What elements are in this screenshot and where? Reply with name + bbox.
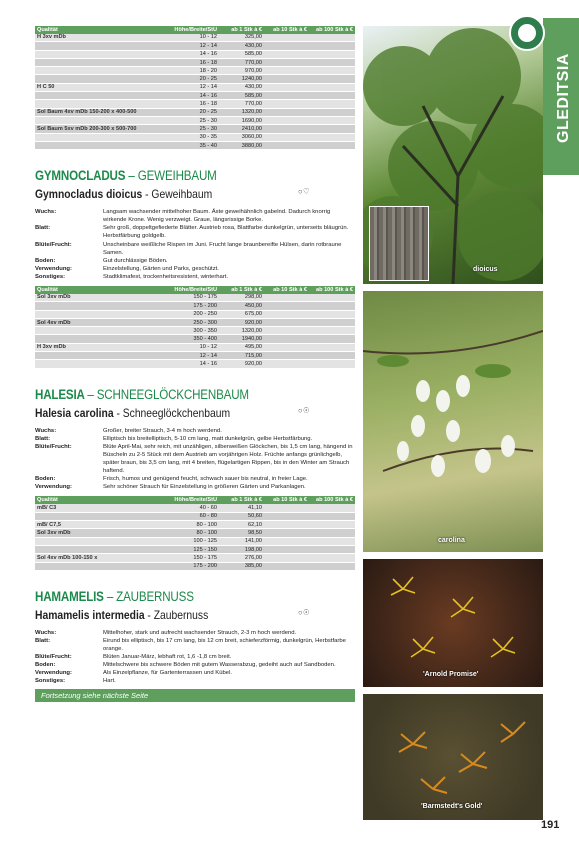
- description-text: Blüten Januar-März, lebhaft rot, 1,6 -1,8 cm breit.: [103, 654, 232, 661]
- description-row: [35, 669, 355, 677]
- table-row: [35, 294, 355, 302]
- table-row: [35, 352, 355, 360]
- empty-price-cell: [309, 302, 355, 310]
- price-cell: 3060,00: [219, 133, 264, 141]
- empty-price-cell: [309, 352, 355, 360]
- empty-price-cell: [309, 562, 355, 570]
- description-label: Sonstiges:: [35, 273, 66, 280]
- description-label: Blüte/Frucht:: [35, 654, 72, 661]
- price-cell: 141,00: [219, 537, 264, 545]
- empty-price-cell: [309, 529, 355, 537]
- price-cell: 1690,00: [219, 116, 264, 124]
- table-row: [35, 360, 355, 368]
- photo-caption: dioicus: [473, 266, 498, 273]
- quality-cell: Sol Baum 5xv mDb 200-300 x 500-700: [35, 125, 165, 133]
- col-header: ab 100 Stk à €: [309, 26, 355, 34]
- description-text: Blüte April-Mai, sehr reich, mit unzähligen, silberweißen Glöckchen, bis 1,5 cm lang, hängend in Büscheln zu 2-5 Stück mit dem Austrieb am vorjährigen Holz. Früchte anfangs grünlichgelb, später braun, bis 3,5 cm lang, mit 4 breiten, flügelartigen Rippen, bis in den Winter am Strauch haftend.: [103, 443, 353, 475]
- table-row: [35, 343, 355, 351]
- col-header: Qualität: [35, 26, 165, 34]
- size-cell: 10 - 12: [165, 343, 219, 351]
- description-label: Verwendung:: [35, 670, 72, 677]
- empty-price-cell: [264, 34, 309, 42]
- property-icons: ○☉: [298, 607, 311, 617]
- description-text: Frisch, humos und genügend feucht, schwach sauer bis neutral, in freier Lage.: [103, 476, 308, 483]
- table-row: [35, 83, 355, 91]
- table-row: [35, 512, 355, 520]
- description-label: Verwendung:: [35, 484, 72, 491]
- quality-cell: [35, 100, 165, 108]
- quality-cell: [35, 67, 165, 75]
- photo-caption: 'Arnold Promise': [423, 671, 479, 678]
- quality-cell: [35, 58, 165, 66]
- size-cell: 30 - 35: [165, 133, 219, 141]
- empty-price-cell: [264, 50, 309, 58]
- col-header: ab 100 Stk à €: [309, 496, 355, 504]
- price-table-halesia: [35, 496, 355, 570]
- empty-price-cell: [264, 504, 309, 512]
- species-heading: Gymnocladus dioicus - Geweihbaum ○♡: [35, 187, 311, 202]
- hamamelis-arnold-promise-photo: [363, 559, 543, 687]
- empty-price-cell: [264, 537, 309, 545]
- description-label: Boden:: [35, 662, 56, 669]
- description-row: [35, 427, 355, 435]
- price-cell: 62,10: [219, 521, 264, 529]
- quality-cell: [35, 133, 165, 141]
- size-cell: 125 - 150: [165, 545, 219, 553]
- description-row: [35, 443, 355, 475]
- size-cell: 10 - 12: [165, 34, 219, 42]
- price-cell: 298,00: [219, 294, 264, 302]
- description-text: Elliptisch bis breitelliptisch, 5-10 cm lang, matt dunkelgrün, gelbe Herbstfärbung.: [103, 435, 313, 442]
- price-cell: 585,00: [219, 92, 264, 100]
- quality-cell: H C 50: [35, 83, 165, 91]
- size-cell: 18 - 20: [165, 67, 219, 75]
- quality-cell: [35, 75, 165, 83]
- size-cell: 100 - 125: [165, 537, 219, 545]
- empty-price-cell: [309, 116, 355, 124]
- description-label: Wuchs:: [35, 209, 57, 216]
- table-row: [35, 318, 355, 326]
- quality-cell: [35, 42, 165, 50]
- size-cell: 14 - 16: [165, 360, 219, 368]
- gymnocladus-tree-photo: [363, 26, 543, 284]
- price-cell: 276,00: [219, 554, 264, 562]
- col-header: Höhe/Breite/StU: [165, 26, 219, 34]
- col-header: ab 10 Stk à €: [264, 496, 309, 504]
- table-row: [35, 327, 355, 335]
- description-label: Sonstiges:: [35, 678, 66, 685]
- empty-price-cell: [309, 108, 355, 116]
- empty-price-cell: [309, 125, 355, 133]
- empty-price-cell: [264, 125, 309, 133]
- description-row: [35, 273, 355, 281]
- empty-price-cell: [309, 360, 355, 368]
- empty-price-cell: [264, 92, 309, 100]
- empty-price-cell: [309, 343, 355, 351]
- description-text: Mittelschwere bis schwere Böden mit gutem Wasserabzug, gedeiht auch auf Sandboden.: [103, 662, 336, 669]
- price-cell: 770,00: [219, 58, 264, 66]
- col-header: Qualität: [35, 496, 165, 504]
- table-row: [35, 545, 355, 553]
- empty-price-cell: [264, 545, 309, 553]
- empty-price-cell: [309, 141, 355, 149]
- description: [35, 629, 355, 686]
- description-row: [35, 265, 355, 273]
- price-cell: 430,00: [219, 83, 264, 91]
- price-cell: 920,00: [219, 360, 264, 368]
- table-row: [35, 335, 355, 343]
- quality-cell: [35, 545, 165, 553]
- price-cell: 770,00: [219, 100, 264, 108]
- description-label: Boden:: [35, 257, 56, 264]
- price-cell: 1240,00: [219, 75, 264, 83]
- table-row: [35, 108, 355, 116]
- description-text: Gut durchlässige Böden.: [103, 257, 168, 264]
- table-header-row: [35, 26, 355, 34]
- description-row: [35, 637, 355, 653]
- description-row: [35, 661, 355, 669]
- description-label: Blatt:: [35, 637, 51, 644]
- table-row: [35, 92, 355, 100]
- description-row: [35, 677, 355, 685]
- description: [35, 427, 355, 492]
- empty-price-cell: [264, 116, 309, 124]
- tree-logo-badge: [509, 15, 545, 51]
- empty-price-cell: [309, 545, 355, 553]
- genus-heading: GYMNOCLADUS – GEWEIHBAUM: [35, 168, 217, 184]
- empty-price-cell: [309, 100, 355, 108]
- side-tab-label: GLEDITSIA: [555, 53, 572, 143]
- empty-price-cell: [264, 529, 309, 537]
- price-table-gymnocladus: [35, 286, 355, 369]
- empty-price-cell: [264, 360, 309, 368]
- table-row: [35, 133, 355, 141]
- description-label: Verwendung:: [35, 265, 72, 272]
- size-cell: 150 - 175: [165, 554, 219, 562]
- empty-price-cell: [309, 34, 355, 42]
- empty-price-cell: [264, 310, 309, 318]
- continue-banner: Fortsetzung siehe nächste Seite: [35, 689, 355, 702]
- quality-cell: [35, 141, 165, 149]
- description-label: Blüte/Frucht:: [35, 241, 72, 248]
- quality-cell: [35, 302, 165, 310]
- quality-cell: [35, 116, 165, 124]
- empty-price-cell: [264, 343, 309, 351]
- empty-price-cell: [264, 554, 309, 562]
- quality-cell: [35, 562, 165, 570]
- bark-inset-photo: [369, 206, 429, 281]
- table-row: [35, 562, 355, 570]
- size-cell: 14 - 16: [165, 50, 219, 58]
- size-cell: 40 - 60: [165, 504, 219, 512]
- description-text: Einzelstellung, Gärten und Parks, geschützt.: [103, 265, 219, 272]
- price-cell: 675,00: [219, 310, 264, 318]
- size-cell: 250 - 300: [165, 318, 219, 326]
- description-text: Großer, breiter Strauch, 3-4 m hoch werdend.: [103, 427, 222, 434]
- size-cell: 300 - 350: [165, 327, 219, 335]
- quality-cell: mB/ C7,5: [35, 521, 165, 529]
- quality-cell: [35, 327, 165, 335]
- empty-price-cell: [264, 512, 309, 520]
- empty-price-cell: [264, 67, 309, 75]
- price-cell: 41,10: [219, 504, 264, 512]
- genus-heading: HALESIA – SCHNEEGLÖCKCHENBAUM: [35, 386, 249, 402]
- price-cell: 98,50: [219, 529, 264, 537]
- price-cell: 585,00: [219, 50, 264, 58]
- size-cell: 12 - 14: [165, 83, 219, 91]
- table-row: [35, 116, 355, 124]
- empty-price-cell: [264, 83, 309, 91]
- description-text: Mittelhoher, stark und aufrecht wachsender Strauch, 2-3 m hoch werdend.: [103, 629, 297, 636]
- empty-price-cell: [264, 562, 309, 570]
- quality-cell: Sol 3xv mDb: [35, 529, 165, 537]
- empty-price-cell: [264, 58, 309, 66]
- description-row: [35, 224, 355, 240]
- table-row: [35, 34, 355, 42]
- genus-heading: HAMAMELIS – ZAUBERNUSS: [35, 588, 194, 604]
- table-row: [35, 42, 355, 50]
- description-label: Blatt:: [35, 435, 51, 442]
- size-cell: 25 - 30: [165, 116, 219, 124]
- price-cell: 1940,00: [219, 335, 264, 343]
- quality-cell: [35, 360, 165, 368]
- price-cell: 1320,00: [219, 327, 264, 335]
- quality-cell: H 3xv mDb: [35, 343, 165, 351]
- quality-cell: Sol 3xv mDb: [35, 294, 165, 302]
- description-row: [35, 208, 355, 224]
- price-cell: 495,00: [219, 343, 264, 351]
- col-header: Höhe/Breite/StU: [165, 286, 219, 294]
- page-number: 191: [541, 819, 560, 831]
- table-row: [35, 50, 355, 58]
- size-cell: 16 - 18: [165, 58, 219, 66]
- empty-price-cell: [309, 67, 355, 75]
- table-row: [35, 537, 355, 545]
- empty-price-cell: [309, 335, 355, 343]
- description-row: [35, 653, 355, 661]
- size-cell: 16 - 18: [165, 100, 219, 108]
- price-cell: 2410,00: [219, 125, 264, 133]
- col-header: ab 10 Stk à €: [264, 286, 309, 294]
- table-row: [35, 302, 355, 310]
- species-heading: Halesia carolina - Schneeglöckchenbaum ○☉: [35, 405, 311, 420]
- table-row: [35, 67, 355, 75]
- property-icons: ○☉: [298, 405, 311, 415]
- size-cell: 12 - 14: [165, 42, 219, 50]
- description-row: [35, 483, 355, 491]
- description-text: Als Einzelpflanze, für Gartenterrassen und Kübel.: [103, 670, 233, 677]
- description-label: Blüte/Frucht:: [35, 443, 72, 450]
- property-icons: ○♡: [298, 187, 311, 197]
- price-cell: 1320,00: [219, 108, 264, 116]
- table-row: [35, 125, 355, 133]
- empty-price-cell: [309, 504, 355, 512]
- price-cell: 970,00: [219, 67, 264, 75]
- price-cell: 3880,00: [219, 141, 264, 149]
- description-label: Wuchs:: [35, 629, 57, 636]
- price-cell: 430,00: [219, 42, 264, 50]
- price-cell: 198,00: [219, 545, 264, 553]
- empty-price-cell: [309, 294, 355, 302]
- table-row: [35, 554, 355, 562]
- size-cell: 25 - 30: [165, 125, 219, 133]
- price-cell: 715,00: [219, 352, 264, 360]
- table-row: [35, 141, 355, 149]
- empty-price-cell: [309, 310, 355, 318]
- quality-cell: [35, 512, 165, 520]
- col-header: ab 10 Stk à €: [264, 26, 309, 34]
- size-cell: 80 - 100: [165, 529, 219, 537]
- empty-price-cell: [264, 75, 309, 83]
- description-row: [35, 257, 355, 265]
- description-label: Blatt:: [35, 225, 51, 232]
- col-header: ab 1 Stk à €: [219, 496, 264, 504]
- empty-price-cell: [309, 50, 355, 58]
- table-row: [35, 504, 355, 512]
- halesia-flower-photo: [363, 291, 543, 552]
- quality-cell: [35, 50, 165, 58]
- species-heading: Hamamelis intermedia - Zaubernuss ○☉: [35, 607, 311, 622]
- price-cell: 325,00: [219, 34, 264, 42]
- photo-caption: 'Barmstedt's Gold': [421, 803, 483, 810]
- quality-cell: [35, 335, 165, 343]
- price-cell: 920,00: [219, 318, 264, 326]
- col-header: ab 100 Stk à €: [309, 286, 355, 294]
- table-row: [35, 521, 355, 529]
- empty-price-cell: [264, 100, 309, 108]
- description-text: Langsam wachsender mittelhoher Baum. Äste geweihähnlich gabelnd. Dadurch knorrig wirkende Krone. Wenig verzweigt. Graue, längsrissige Borke.: [103, 209, 331, 224]
- description-row: [35, 241, 355, 257]
- quality-cell: H 3xv mDb: [35, 34, 165, 42]
- price-cell: 50,60: [219, 512, 264, 520]
- size-cell: 20 - 25: [165, 75, 219, 83]
- empty-price-cell: [264, 294, 309, 302]
- col-header: ab 1 Stk à €: [219, 286, 264, 294]
- description-row: [35, 435, 355, 443]
- table-row: [35, 310, 355, 318]
- table-row: [35, 100, 355, 108]
- table-row: [35, 529, 355, 537]
- description-text: Eirund bis elliptisch, bis 17 cm lang, bis 12 cm breit, schieferzförmig, dunkelgrün, Herbstfarbe orange.: [103, 637, 346, 652]
- size-cell: 60 - 80: [165, 512, 219, 520]
- quality-cell: Sol 4xv mDb 100-150 x: [35, 554, 165, 562]
- description-text: Sehr groß, doppeltgefiederte Blätter. Austrieb rosa, Blattfarbe dunkelgrün, unterseits bläugrün. Herbstfärbung goldgelb.: [103, 225, 349, 240]
- size-cell: 80 - 100: [165, 521, 219, 529]
- size-cell: 175 - 200: [165, 302, 219, 310]
- description-text: Sehr schöner Strauch für Einzelstellung in größeren Gärten und Parkanlagen.: [103, 484, 306, 491]
- price-table-gleditsia: [35, 26, 355, 150]
- empty-price-cell: [309, 83, 355, 91]
- quality-cell: [35, 537, 165, 545]
- description-text: Unscheinbare weißliche Rispen im Juni. Frucht lange braunbereifte Hülsen, darin rotbraune Samen.: [103, 241, 342, 256]
- empty-price-cell: [264, 141, 309, 149]
- size-cell: 150 - 175: [165, 294, 219, 302]
- empty-price-cell: [309, 512, 355, 520]
- empty-price-cell: [264, 318, 309, 326]
- quality-cell: [35, 92, 165, 100]
- price-cell: 385,00: [219, 562, 264, 570]
- empty-price-cell: [309, 521, 355, 529]
- description-text: Stadtklimafest, trockenheitsresistent, winterhart.: [103, 273, 229, 280]
- size-cell: 175 - 200: [165, 562, 219, 570]
- table-header-row: [35, 286, 355, 294]
- empty-price-cell: [309, 92, 355, 100]
- size-cell: 350 - 400: [165, 335, 219, 343]
- quality-cell: [35, 352, 165, 360]
- quality-cell: mB/ C3: [35, 504, 165, 512]
- empty-price-cell: [264, 302, 309, 310]
- table-row: [35, 75, 355, 83]
- description-label: Wuchs:: [35, 427, 57, 434]
- description-label: Boden:: [35, 476, 56, 483]
- description-row: [35, 475, 355, 483]
- description: [35, 208, 355, 281]
- description-row: [35, 629, 355, 637]
- size-cell: 20 - 25: [165, 108, 219, 116]
- photo-caption: carolina: [438, 537, 465, 544]
- empty-price-cell: [264, 42, 309, 50]
- size-cell: 14 - 16: [165, 92, 219, 100]
- col-header: Höhe/Breite/StU: [165, 496, 219, 504]
- description-text: Hart.: [103, 678, 116, 685]
- empty-price-cell: [264, 335, 309, 343]
- empty-price-cell: [264, 327, 309, 335]
- quality-cell: Sol 4xv mDb: [35, 318, 165, 326]
- empty-price-cell: [264, 352, 309, 360]
- table-header-row: [35, 496, 355, 504]
- hamamelis-barmstedts-gold-photo: [363, 694, 543, 820]
- col-header: Qualität: [35, 286, 165, 294]
- col-header: ab 1 Stk à €: [219, 26, 264, 34]
- empty-price-cell: [309, 75, 355, 83]
- empty-price-cell: [264, 108, 309, 116]
- empty-price-cell: [309, 133, 355, 141]
- quality-cell: Sol Baum 4xv mDb 150-200 x 400-500: [35, 108, 165, 116]
- empty-price-cell: [309, 537, 355, 545]
- main-column: [35, 26, 355, 702]
- quality-cell: [35, 310, 165, 318]
- empty-price-cell: [309, 327, 355, 335]
- empty-price-cell: [309, 42, 355, 50]
- empty-price-cell: [309, 554, 355, 562]
- size-cell: 200 - 250: [165, 310, 219, 318]
- empty-price-cell: [264, 521, 309, 529]
- size-cell: 12 - 14: [165, 352, 219, 360]
- empty-price-cell: [264, 133, 309, 141]
- table-row: [35, 58, 355, 66]
- size-cell: 35 - 40: [165, 141, 219, 149]
- empty-price-cell: [309, 318, 355, 326]
- price-cell: 450,00: [219, 302, 264, 310]
- empty-price-cell: [309, 58, 355, 66]
